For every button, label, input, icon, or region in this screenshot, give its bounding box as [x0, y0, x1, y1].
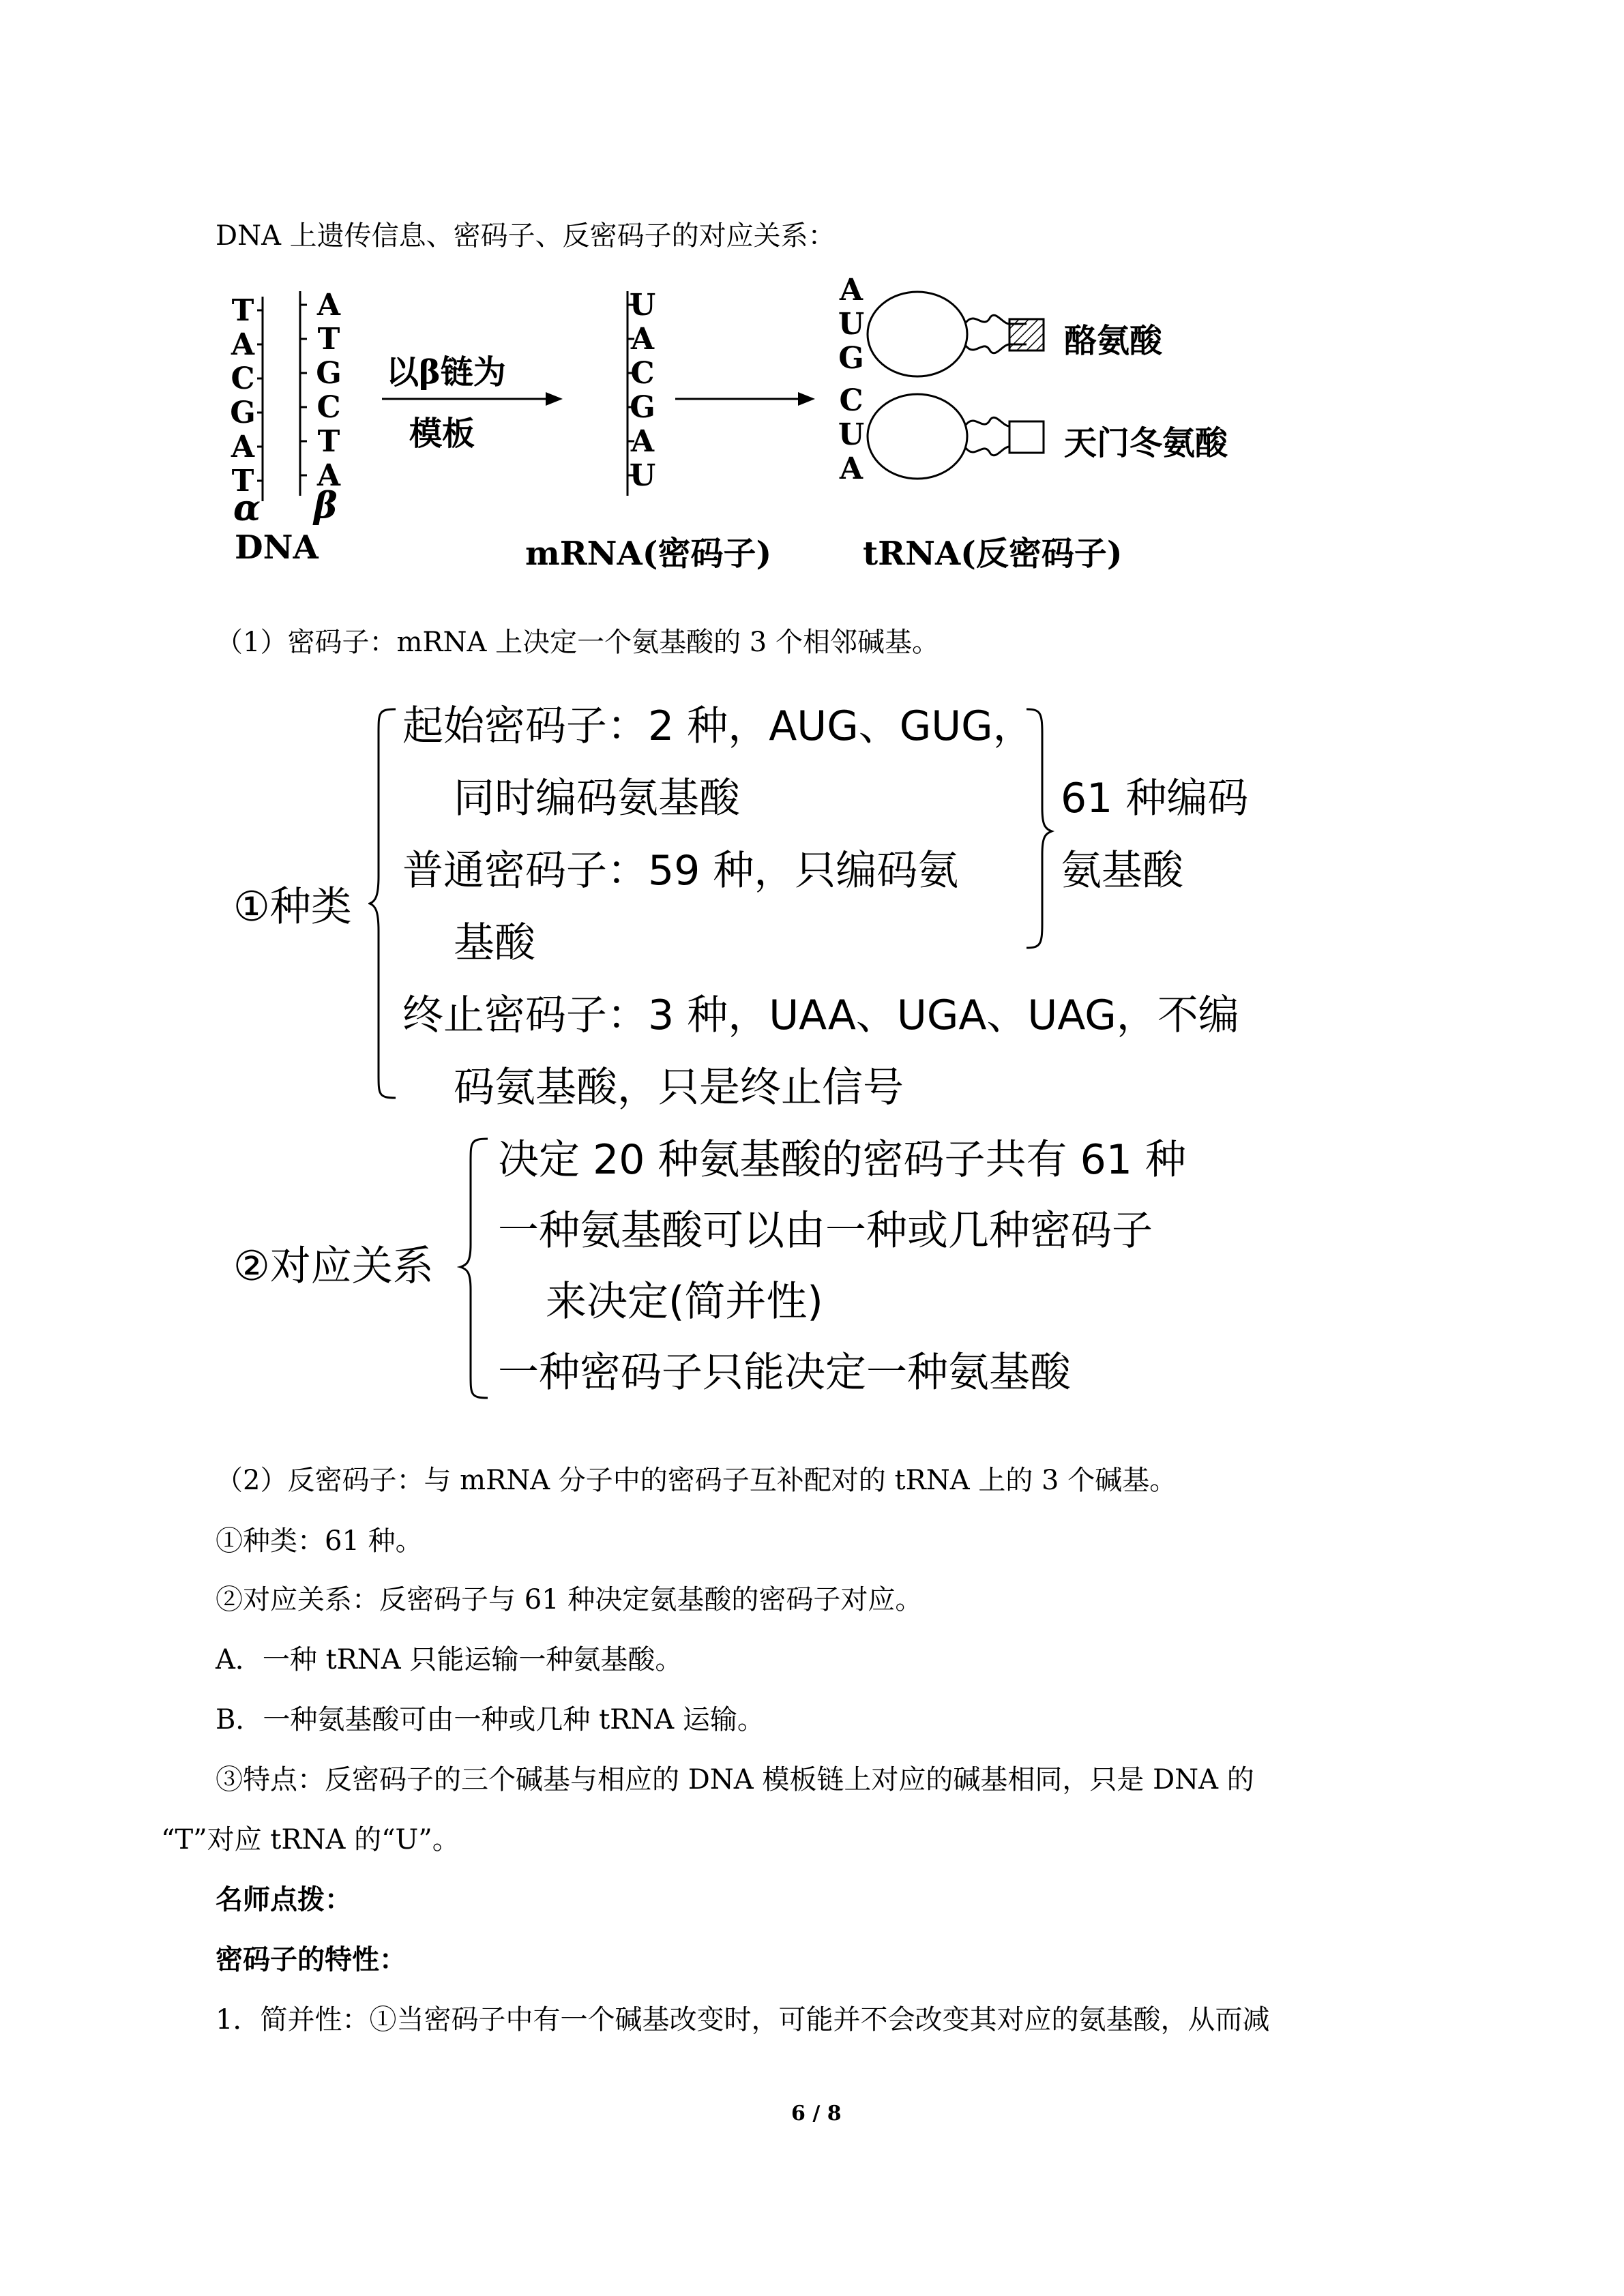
tips-item1: 1．简并性：①当密码子中有一个碱基改变时，可能并不会改变其对应的氨基酸，从而减 — [216, 2004, 1270, 2036]
relation-line2: 一种氨基酸可以由一种或几种密码子 — [498, 1207, 1153, 1255]
start-codon-line1: 起始密码子：2 种，AUG、GUG， — [402, 702, 1034, 750]
dna-beta-base: T — [317, 424, 340, 459]
amino-acid-2-box — [1009, 421, 1044, 453]
normal-codon-line2: 基酸 — [454, 919, 535, 967]
codon-diagram — [225, 273, 1228, 576]
dna-alpha-base: G — [230, 396, 256, 430]
trna-base: A — [839, 451, 863, 486]
coding-brace — [1023, 706, 1057, 951]
trna-1-anticodon — [838, 273, 865, 376]
amino-acid-1-box — [1009, 319, 1044, 351]
types-brace — [368, 706, 409, 1101]
trna-base: G — [838, 341, 864, 376]
mrna-strand — [629, 288, 656, 493]
amino-acid-1-label: 酪氨酸 — [1064, 322, 1163, 360]
arrow-label-bottom: 模板 — [409, 415, 475, 453]
trna-base: A — [839, 273, 863, 308]
coding-group-line1: 61 种编码 — [1061, 775, 1249, 822]
dna-beta-base: A — [316, 458, 341, 493]
trna-2-anticodon — [838, 384, 865, 486]
mrna-base: A — [630, 322, 655, 357]
mrna-base: C — [630, 356, 655, 391]
tips-subtitle: 密码子的特性： — [216, 1944, 407, 1976]
trna-label: tRNA(反密码子) — [863, 535, 1123, 573]
anticodon-types: ①种类：61 种。 — [216, 1525, 423, 1557]
dna-beta-base: T — [317, 322, 340, 357]
trna-base: U — [838, 417, 865, 452]
mrna-base: U — [629, 458, 656, 493]
mrna-base: G — [630, 390, 655, 425]
alpha-label: α — [233, 488, 261, 529]
start-codon-line2: 同时编码氨基酸 — [454, 775, 740, 822]
relations-brace — [457, 1135, 498, 1401]
relation-line1: 决定 20 种氨基酸的密码子共有 61 种 — [498, 1136, 1186, 1184]
section1-heading: （1）密码子：mRNA 上决定一个氨基酸的 3 个相邻碱基。 — [216, 627, 939, 658]
dna-beta-base: A — [316, 288, 341, 323]
coding-group-line2: 氨基酸 — [1061, 847, 1183, 895]
anticodon-relation: ②对应关系：反密码子与 61 种决定氨基酸的密码子对应。 — [216, 1584, 923, 1615]
mrna-base: A — [630, 424, 655, 459]
anticodon-feature-line1: ③特点：反密码子的三个碱基与相应的 DNA 模板链上对应的碱基相同，只是 DNA 的 — [216, 1764, 1254, 1795]
stop-codon-line1: 终止密码子：3 种，UAA、UGA、UAG，不编 — [402, 992, 1239, 1039]
trna-base: U — [838, 307, 865, 342]
stop-codon-line2: 码氨基酸，只是终止信号 — [454, 1064, 904, 1112]
mrna-label: mRNA(密码子) — [525, 535, 772, 573]
anticodon-point-a: A．一种 tRNA 只能运输一种氨基酸。 — [216, 1644, 683, 1675]
types-label: ①种类 — [233, 883, 352, 931]
relation-line3: 来决定(简并性) — [546, 1278, 823, 1326]
dna-beta-base: G — [316, 356, 342, 391]
dna-beta-base: C — [316, 390, 341, 425]
relations-label: ②对应关系 — [233, 1242, 434, 1290]
dna-alpha-base: A — [231, 430, 255, 464]
transcription-arrow — [382, 392, 563, 406]
dna-label: DNA — [235, 528, 319, 567]
anticodon-point-b: B．一种氨基酸可由一种或几种 tRNA 运输。 — [216, 1704, 765, 1735]
translation-arrow — [675, 392, 815, 406]
amino-acid-2-label: 天门冬氨酸 — [1064, 424, 1228, 462]
anticodon-feature-line2: “T”对应 tRNA 的“U”。 — [161, 1824, 460, 1855]
dna-alpha-base: T — [231, 293, 254, 328]
trna-1-shape — [868, 292, 1027, 376]
page-number: 6 / 8 — [791, 2102, 842, 2126]
normal-codon-line1: 普通密码子：59 种，只编码氨 — [402, 847, 959, 895]
beta-label: β — [314, 485, 338, 526]
trna-base: C — [839, 383, 863, 418]
trna-2-shape — [868, 394, 1027, 479]
section2-heading: （2）反密码子：与 mRNA 分子中的密码子互补配对的 tRNA 上的 3 个碱基。 — [216, 1465, 1177, 1496]
dna-alpha-base: T — [231, 464, 254, 498]
dna-alpha-base: C — [231, 361, 255, 396]
arrow-label-top: 以β链为 — [386, 353, 506, 391]
relation-line4: 一种密码子只能决定一种氨基酸 — [498, 1349, 1071, 1397]
dna-alpha-base: A — [231, 327, 255, 362]
mrna-base: U — [629, 288, 656, 323]
tips-title: 名师点拨： — [216, 1884, 352, 1915]
intro-text: DNA 上遗传信息、密码子、反密码子的对应关系： — [216, 220, 836, 252]
